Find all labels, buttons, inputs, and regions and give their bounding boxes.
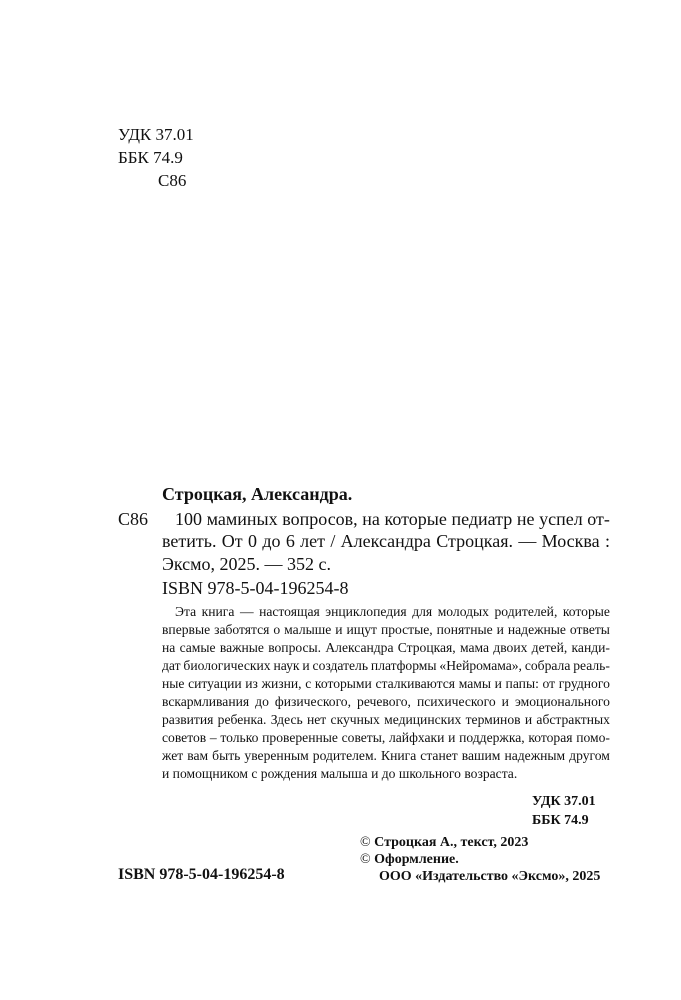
annotation-word: детей, (531, 640, 568, 655)
annotation-word: Александра (325, 640, 394, 655)
annotation-word: нет (306, 712, 327, 727)
title-word: : (604, 531, 610, 551)
annotation-word: речевого, (357, 694, 411, 709)
annotation-word: вам (187, 748, 209, 763)
annotation-word: эмоционального (514, 694, 610, 709)
annotation-word: вашим (461, 748, 501, 763)
annotation-word: жет (162, 748, 184, 763)
annotation-word: абстрактных (536, 712, 610, 727)
title-word: от- (587, 509, 610, 529)
annotation-word: вскармливания (162, 694, 250, 709)
annotation-word: ответы (569, 622, 610, 637)
annotation-word: Здесь (270, 712, 303, 727)
annotation-word: и (494, 676, 502, 691)
annotation-word: биологических (183, 658, 271, 673)
annotation-line (162, 676, 610, 692)
annotation-word: Книга (381, 748, 417, 763)
annotation-word: для (412, 604, 433, 619)
annotation-word: простые, (380, 622, 433, 637)
annotation-word: грудного (558, 676, 610, 691)
title-word: до (262, 531, 281, 551)
title-word: 0 (248, 531, 257, 551)
annotation-word: жизни, (261, 676, 302, 691)
annotation-word: уверенным (244, 748, 309, 763)
annotation-line (175, 604, 610, 620)
annotation-word: ситуации (188, 676, 242, 691)
publisher-line: ООО «Издательство «Эксмо», 2025 (379, 869, 601, 884)
annotation-word: ные (162, 676, 185, 691)
annotation-word: важные (219, 640, 264, 655)
annotation-word: от (542, 676, 556, 691)
title-word: на (362, 509, 380, 529)
annotation-line (162, 730, 610, 746)
copyright-design: Оформление. (374, 852, 459, 867)
annotation-word: которая (528, 730, 573, 745)
udk-code-right: УДК 37.01 (532, 794, 596, 809)
annotation-word: до (255, 694, 269, 709)
annotation-word: платформы (370, 658, 437, 673)
copyright-design-line (360, 852, 459, 868)
annotation-word: папы: (505, 676, 539, 691)
annotation-word: и (524, 712, 533, 727)
copyright-author: Строцкая А., текст, 2023 (374, 835, 529, 850)
annotation-word: впервые (162, 622, 211, 637)
isbn-record: ISBN 978-5-04-196254-8 (162, 578, 349, 598)
annotation-word: собрала (524, 658, 571, 673)
annotation-line (162, 694, 610, 710)
annotation-word: канди- (571, 640, 610, 655)
annotation-word: только (220, 730, 259, 745)
annotation-word: медицинских (384, 712, 462, 727)
title-word: — (518, 531, 537, 551)
author-sign-record: С86 (118, 509, 149, 529)
copyright-text-line (360, 835, 528, 851)
annotation-word: энциклопедия (325, 604, 407, 619)
annotation-line (162, 658, 610, 674)
annotation-word: физического, (274, 694, 352, 709)
annotation-word: реаль- (573, 658, 610, 673)
annotation-line: и помощником с рождения малыша и до школьного возраста. (162, 766, 518, 781)
title-line-3: Эксмо, 2025. — 352 с. (162, 554, 332, 574)
annotation-word: советы, (341, 730, 386, 745)
title-word: 6 (285, 531, 295, 551)
title-word: вопросов, (282, 509, 358, 529)
annotation-word: дат (162, 658, 181, 673)
title-word: Москва (541, 531, 600, 551)
annotation-word: станет (420, 748, 458, 763)
title-word: / (330, 531, 336, 551)
annotation-word: ребенка. (217, 712, 267, 727)
annotation-word: заботятся (214, 622, 270, 637)
annotation-word: мамы (458, 676, 491, 691)
copyright-symbol: © (360, 852, 371, 867)
annotation-word: создатель (312, 658, 369, 673)
annotation-word: из (245, 676, 258, 691)
annotation-word: самые (179, 640, 216, 655)
annotation-word: малыше (284, 622, 332, 637)
annotation-word: надежным (504, 748, 566, 763)
author-heading: Строцкая, Александра. (162, 484, 353, 504)
title-word: От (221, 531, 243, 551)
annotation-word: родителем. (312, 748, 377, 763)
annotation-word: и (496, 622, 504, 637)
annotation-word: которые (562, 604, 610, 619)
isbn-footer: ISBN 978-5-04-196254-8 (118, 866, 285, 883)
annotation-word: вопросы. (268, 640, 322, 655)
title-word: лет (300, 531, 325, 551)
annotation-word: надежные (507, 622, 566, 637)
title-word: маминых (206, 509, 278, 529)
annotation-word: — (239, 604, 254, 619)
annotation-word: скучных (330, 712, 380, 727)
bbk-code-right: ББК 74.9 (532, 813, 589, 828)
annotation-word: и (335, 622, 343, 637)
annotation-word: настоящая (259, 604, 320, 619)
annotation-word: о (273, 622, 281, 637)
annotation-word: сталкиваются (375, 676, 456, 691)
annotation-word: другом (569, 748, 610, 763)
annotation-word: молодых (437, 604, 489, 619)
annotation-word: Эта (175, 604, 197, 619)
annotation-line (162, 748, 610, 764)
annotation-word: которыми (314, 676, 372, 691)
annotation-word: мама (459, 640, 490, 655)
annotation-word: «Нейромама», (439, 658, 522, 673)
title-line-2 (162, 531, 610, 552)
annotation-line (162, 640, 610, 656)
title-word: ветить. (162, 531, 217, 551)
annotation-word: книга (201, 604, 235, 619)
title-word: Александра (340, 531, 431, 551)
annotation-word: лайфхаки (388, 730, 445, 745)
annotation-word: развития (162, 712, 214, 727)
annotation-word: понятные (436, 622, 493, 637)
annotation-word: и (448, 730, 456, 745)
annotation-word: поддержка, (459, 730, 525, 745)
annotation-word: быть (212, 748, 241, 763)
annotation-word: ищут (346, 622, 377, 637)
title-word: которые (384, 509, 447, 529)
annotation-word: Строцкая, (397, 640, 456, 655)
title-word: Строцкая. (436, 531, 513, 551)
copyright-symbol: © (360, 835, 371, 850)
udk-code: УДК 37.01 (118, 125, 194, 144)
annotation-word: на (162, 640, 176, 655)
annotation-word: и (302, 658, 310, 673)
annotation-word: проверенные (262, 730, 338, 745)
annotation-word: наук (273, 658, 300, 673)
title-line-1 (175, 509, 610, 530)
annotation-word: психического (416, 694, 496, 709)
annotation-word: с (305, 676, 312, 691)
annotation-word: и (501, 694, 509, 709)
annotation-word: родителей, (494, 604, 558, 619)
annotation-word: – (209, 730, 217, 745)
annotation-word: терминов (465, 712, 521, 727)
title-word: успел (539, 509, 583, 529)
annotation-line (162, 712, 610, 728)
title-word: не (516, 509, 535, 529)
annotation-line (162, 622, 610, 638)
title-word: 100 (175, 509, 202, 529)
annotation-word: помо- (576, 730, 610, 745)
annotation-word: двоих (493, 640, 528, 655)
author-sign-code: С86 (158, 171, 187, 190)
title-word: педиатр (451, 509, 513, 529)
annotation-word: советов (162, 730, 207, 745)
bbk-code: ББК 74.9 (118, 148, 183, 167)
